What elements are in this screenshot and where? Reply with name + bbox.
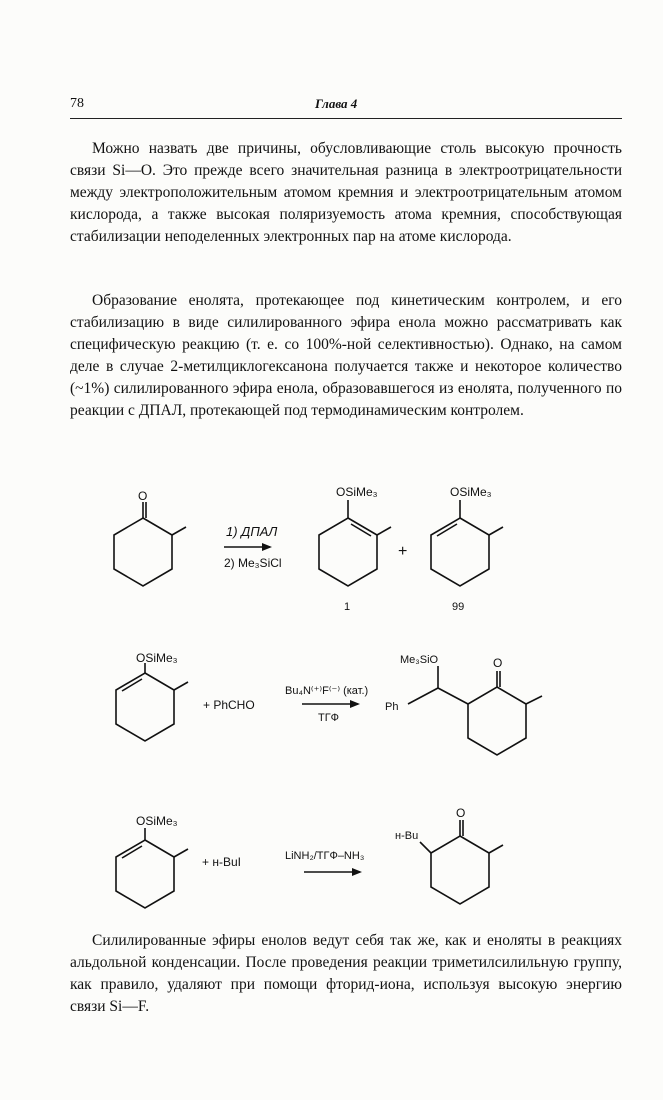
aldol-product-structure [385, 654, 542, 755]
ketone-o-label: O [138, 489, 148, 503]
me3sio-label: Me₃SiO [400, 654, 439, 666]
reaction-2-arrow [285, 685, 368, 724]
methylcyclohexanone-structure [114, 489, 186, 586]
silyl-enol-ether-b [431, 485, 503, 613]
silyl-enol-ether-a [319, 485, 391, 613]
chapter-title: Глава 4 [315, 96, 358, 111]
ratio-b: 99 [452, 601, 465, 613]
solvent-thf: ТГФ [318, 712, 340, 724]
alkylated-ketone-structure [395, 806, 503, 904]
reaction-scheme [0, 470, 663, 930]
ratio-a: 1 [344, 601, 351, 613]
ph-label: Ph [385, 701, 399, 713]
reaction-2 [116, 651, 542, 755]
silyl-enol-ether-reactant-2 [116, 651, 188, 741]
catalyst-label: Bu₄N⁽⁺⁾F⁽⁻⁾ (кат.) [285, 685, 369, 697]
osime3-label-r2: OSiMe₃ [136, 651, 178, 665]
osime3-label-a: OSiMe₃ [336, 485, 378, 499]
ketone-o-label-r3: O [456, 806, 466, 820]
n-bu-label: н-Bu [395, 830, 419, 842]
page-header [70, 96, 622, 114]
conditions-label: LiNH₂/ТГФ–NH₃ [285, 850, 365, 862]
paragraph-3 [70, 930, 622, 1018]
reaction-3 [116, 806, 503, 908]
osime3-label-b: OSiMe₃ [450, 485, 492, 499]
paragraph-1 [70, 138, 622, 248]
plus-sign: + [398, 543, 408, 560]
silyl-enol-ether-reactant-3 [116, 814, 188, 908]
reagent-me3sicl: 2) Me₃SiCl [224, 556, 282, 570]
header-rule [70, 118, 622, 119]
paragraph-3-text: Силилированные эфиры енолов ведут себя так же, как и еноляты в реакциях альдольной конденсации. После проведения реакции триметилсилильную группу, как правило, удаляют при помощи фторид-иона, используя высокую энергию связи Si—F. [70, 932, 622, 1015]
ketone-o-label-r2: O [493, 656, 503, 670]
reagent-dpal: 1) ДПАЛ [226, 524, 278, 539]
paragraph-2 [70, 290, 622, 422]
reaction-3-arrow [285, 850, 364, 876]
paragraph-2-text: Образование енолята, протекающее под кинетическим контролем, и его стабилизацию в виде силилированного эфира енола можно рассматривать как специфическую реакцию (т. е. со 100%-ной селективностью). Однако, на самом деле в случае 2-метилциклогексанона получается также и некоторое количество (~1%) силилированного эфира енола, образовавшегося из енолята, полученного по реакции с ДПАЛ, протекающей под термодинамическим контролем. [70, 292, 622, 419]
paragraph-1-text: Можно назвать две причины, обусловливающие столь высокую прочность связи Si—O. Это прежде всего значительная разница в электроотрицательности между электроположительным атомом кремния и электроотрицательным атомом кислорода, а также высокая поляризуемость атома кремния, способствующая стабилизации неподеленных электронных пар на атоме кислорода. [70, 140, 622, 245]
reaction-1-arrow [224, 524, 282, 570]
reaction-1 [114, 485, 503, 613]
page-number: 78 [70, 96, 84, 111]
reagent-buI: + н-BuI [202, 855, 241, 869]
reagent-phcho: + PhCHO [203, 698, 255, 712]
osime3-label-r3: OSiMe₃ [136, 814, 178, 828]
